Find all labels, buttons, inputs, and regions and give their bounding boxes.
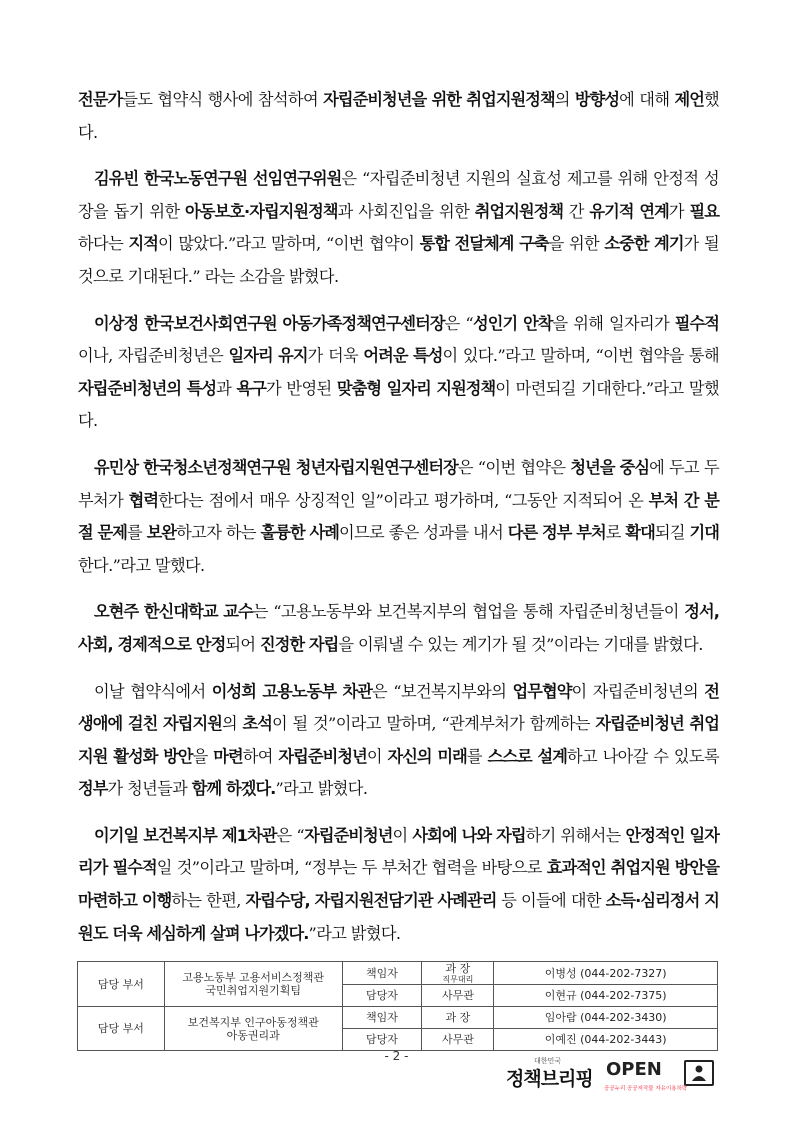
bold-text: 다른 정부 부처	[507, 523, 606, 543]
body-text: ”라고 밝혔다.	[308, 923, 401, 943]
body-text: 에 두고 두 부처가	[78, 457, 719, 510]
bold-text: 청년을 중심	[570, 457, 650, 477]
bold-text: 이성희 고용노동부 차관	[211, 681, 373, 701]
title-cell: 과 장	[422, 1007, 494, 1029]
role-cell: 담당자	[342, 985, 422, 1007]
bold-text: 유민상 한국청소년정책연구원 청년자립지원연구센터장	[94, 457, 458, 477]
body-text: 은 “	[444, 313, 474, 333]
bold-text: 전 생애에 걸친 자립지원	[78, 681, 719, 734]
body-text: 이 자립준비청년의	[571, 681, 705, 701]
bold-text: 전문가	[78, 90, 123, 109]
body-text: 일 것”이라고 말하며, “정부는 두 부처간 협력을 바탕으로	[156, 858, 547, 878]
bold-text: 확대	[625, 523, 655, 543]
paragraph	[78, 676, 719, 806]
contact-cell: 이예진 (044-202-3443)	[494, 1029, 718, 1051]
body-text: 하고 나아갈 수 있도록	[566, 746, 719, 766]
bold-text: 자립준비청년 취업지원 활성화 방안	[78, 714, 719, 766]
contact-cell: 이병성 (044-202-7327)	[494, 962, 718, 985]
bold-text: 스스로 설계	[487, 746, 567, 766]
bold-text: 유기적 연계	[589, 201, 669, 221]
bold-text: 오현주 한신대학교 교수	[94, 602, 253, 622]
policy-briefing-logo	[506, 1056, 598, 1096]
body-text: 이므로 좋은 성과를 내서	[338, 523, 508, 543]
body-text: 하는 한편,	[171, 891, 246, 911]
paragraph	[78, 308, 719, 438]
body-text: 이	[392, 825, 413, 845]
body-text: 이 마련되길 기대한다.”라고 말했다.	[78, 378, 719, 431]
bold-text: 필수적	[674, 313, 719, 333]
dept-name: 보건복지부 인구아동정책관 아동권리과	[164, 1007, 342, 1051]
bold-text: 기대	[689, 523, 719, 543]
bold-text: 보완	[146, 523, 177, 543]
body-text: 되어	[225, 634, 260, 654]
bold-text: 사회에 나와 자립	[412, 825, 526, 845]
bold-text: 지적	[128, 234, 158, 254]
bold-text: 진정한 자립	[259, 634, 339, 654]
bold-text: 제언	[674, 90, 704, 109]
body-text: 과	[216, 378, 237, 398]
paragraph	[78, 84, 719, 149]
body-text: 과 사회진입을 위한	[337, 201, 475, 221]
body-text: 간	[563, 201, 590, 221]
body-text: 이나, 자립준비청년은	[78, 346, 229, 366]
body-text: 를	[466, 746, 488, 766]
bold-text: 성인기 안착	[473, 313, 553, 333]
body-text: 의	[221, 714, 243, 734]
logo-main-text: 정책브리핑	[506, 1068, 593, 1090]
body-text: 가 더욱	[307, 346, 364, 366]
body-text: 의	[554, 90, 575, 109]
bold-text: 훌륭한 사례	[260, 523, 339, 543]
body-text: 이 많았다.”라고 말하며, “이번 협약이	[157, 234, 420, 254]
bold-text: 부처 간 분절 문제	[78, 490, 719, 543]
body-text: 했다.	[78, 90, 719, 142]
body-text: 을 이뤄낼 수 있는 계기가 될 것”이라는 기대를 밝혔다.	[338, 634, 703, 654]
document-body	[78, 84, 719, 964]
bold-text: 자신의 미래	[387, 746, 467, 766]
body-text: 를	[127, 523, 147, 543]
title-cell: 과 장 직무대리	[422, 962, 494, 985]
body-text: 은 “	[276, 825, 305, 845]
body-text: 을 위한	[548, 234, 605, 254]
bold-text: 협력	[128, 490, 159, 510]
body-text: 은 “자립준비청년 지원의 실효성 제고를 위해 안정적 성장을 돕기 위한	[78, 169, 719, 221]
contact-cell: 이현규 (044-202-7375)	[494, 985, 718, 1007]
body-text: 에 대해	[619, 90, 675, 109]
body-text: 이 될 것”이라고 말하며, “관계부처가 함께하는	[271, 714, 596, 734]
bold-text: 소득·심리정서 지원도 더욱 세심하게 살펴 나가겠다.	[78, 891, 719, 943]
bold-text: 김유빈 한국노동연구원 선임연구위원	[94, 169, 342, 189]
contact-cell: 임아람 (044-202-3430)	[494, 1007, 718, 1029]
paragraph	[78, 596, 719, 661]
bold-text: 자립준비청년의 특성	[78, 378, 217, 398]
body-text: 로	[605, 523, 626, 543]
bold-text: 자립준비청년	[304, 825, 393, 845]
bold-text: 욕구	[236, 378, 267, 398]
body-text: 이	[366, 746, 388, 766]
open-license-icon	[684, 1060, 714, 1086]
body-text: 하여	[242, 746, 279, 766]
bold-text: 방향성	[574, 90, 620, 109]
bold-text: 이상정 한국보건사회연구원 아동가족정책연구센터장	[94, 313, 445, 333]
role-cell: 책임자	[342, 1007, 422, 1029]
footer-logos	[506, 1056, 718, 1096]
bold-text: 효과적인 취업지원 방안을 마련하고 이행	[78, 858, 719, 911]
title-cell: 사무관	[422, 1029, 494, 1051]
bold-text: 정서, 사회, 경제적으로 안정	[78, 602, 719, 654]
bold-text: 필요	[689, 201, 720, 221]
body-text: 되길	[654, 523, 690, 543]
bold-text: 통합 전달체계 구축	[419, 234, 549, 254]
table-row	[78, 1007, 718, 1029]
body-text: 을	[192, 746, 214, 766]
body-text: 가 반영된	[266, 378, 337, 398]
body-text: 는 “고용노동부와 보건복지부의 협업을 통해 자립준비청년들이	[252, 602, 685, 622]
bold-text: 이기일 보건복지부 제1차관	[94, 825, 277, 845]
bold-text: 업무협약	[512, 681, 572, 701]
bold-text: 맞춤형 일자리 지원정책	[336, 378, 496, 398]
page-number: - 2 -	[384, 1049, 409, 1063]
role-cell: 책임자	[342, 962, 422, 985]
body-text: ”라고 밝혔다.	[275, 779, 368, 799]
bold-text: 아동보호·자립지원정책	[185, 201, 338, 221]
body-text: 이날 협약식에서	[94, 681, 212, 701]
body-text: 등 이들에 대한	[496, 891, 606, 911]
bold-text: 자립준비청년	[278, 746, 367, 766]
body-text: 가	[668, 201, 690, 221]
bold-text: 취업지원정책	[474, 201, 564, 221]
dept-label: 담당 부서	[78, 1007, 165, 1051]
body-text: 가 될 것으로 기대된다.” 라는 소감을 밝혔다.	[78, 234, 719, 286]
body-text: 은 “보건복지부와의	[372, 681, 513, 701]
bold-text: 일자리 유지	[228, 346, 308, 366]
open-license-logo	[604, 1059, 716, 1093]
dept-name: 고용노동부 고용서비스정책관 국민취업지원기획팀	[164, 962, 342, 1007]
body-text: 한다는 점에서 매우 상징적인 일”이라고 평가하며, “그동안 지적되어 온	[158, 490, 649, 510]
bold-text: 자립준비청년을 위한 취업지원정책	[323, 90, 555, 109]
bold-text: 마련	[213, 746, 243, 766]
body-text: 은 “이번 협약은	[457, 457, 571, 477]
role-cell: 담당자	[342, 1029, 422, 1051]
bold-text: 자립수당, 자립지원전담기관 사례관리	[245, 891, 497, 911]
title-cell: 사무관	[422, 985, 494, 1007]
bold-text: 소중한 계기	[604, 234, 684, 254]
bold-text: 정부	[78, 779, 108, 799]
paragraph	[78, 820, 719, 950]
table-row	[78, 962, 718, 985]
paragraph	[78, 452, 719, 582]
open-word: OPEN	[606, 1059, 662, 1080]
bold-text: 어려운 특성	[363, 346, 443, 366]
body-text: 하고자 하는	[176, 523, 261, 543]
bold-text: 함께 하겠다.	[191, 779, 276, 799]
contact-table	[77, 961, 718, 1051]
body-text: 가 청년들과	[107, 779, 192, 799]
bold-text: 초석	[242, 714, 272, 734]
logo-small-text: 대한민국	[534, 1057, 562, 1065]
body-text: 하다는	[78, 234, 129, 254]
open-subtext: 공공누리 공공저작물 자유이용허락	[604, 1086, 688, 1092]
bold-text: 안정적인 일자리가 필수적	[78, 825, 719, 878]
paragraph	[78, 163, 719, 293]
dept-label: 담당 부서	[78, 962, 165, 1007]
body-text: 을 위해 일자리가	[552, 313, 675, 333]
body-text: 한다.”라고 말했다.	[78, 555, 205, 575]
body-text: 하기 위해서는	[525, 825, 626, 845]
body-text: 들도 협약식 행사에 참석하여	[122, 90, 324, 109]
body-text: 이 있다.”라고 말하며, “이번 협약을 통해	[442, 346, 719, 366]
